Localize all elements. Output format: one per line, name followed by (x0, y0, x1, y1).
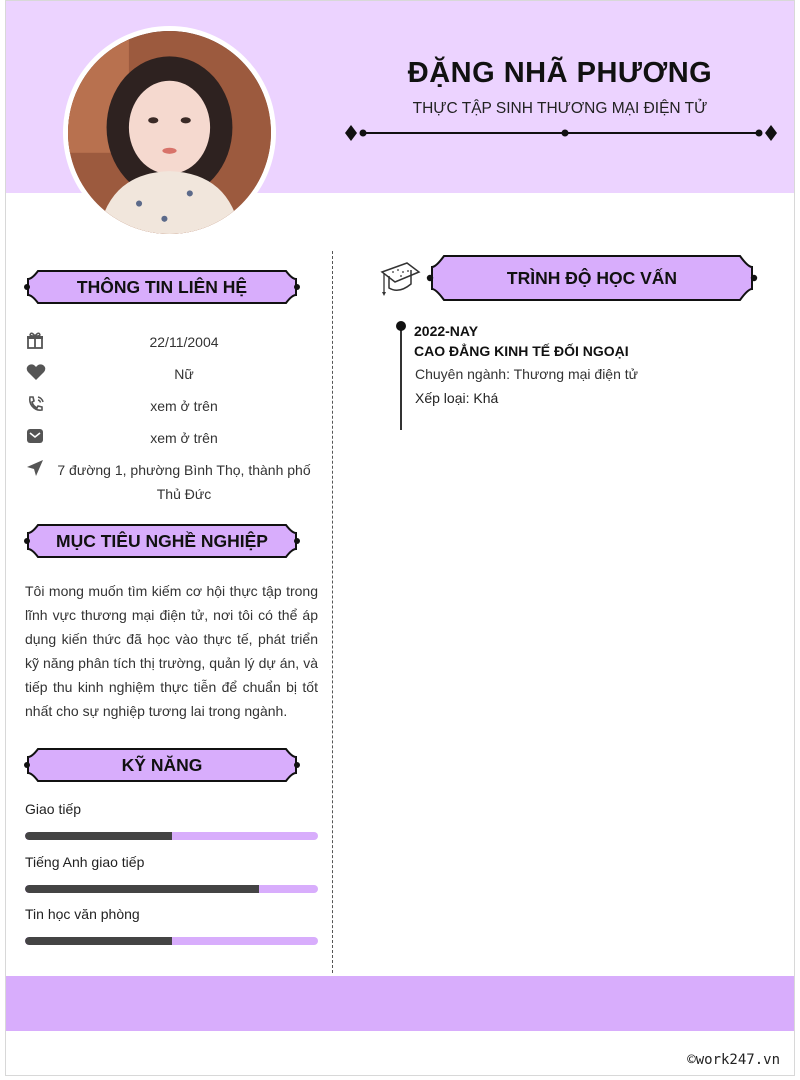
skills-section-heading (24, 747, 300, 783)
heart-icon (26, 362, 52, 382)
skill-bar (25, 885, 318, 893)
objective-section-title: MỤC TIÊU NGHỀ NGHIỆP (56, 530, 268, 551)
skills-section-title: KỸ NĂNG (121, 754, 203, 775)
education-school: CAO ĐẲNG KINH TẾ ĐỐI NGOẠI (414, 343, 629, 359)
contact-row-address (26, 458, 316, 506)
job-title: THỰC TẬP SINH THƯƠNG MẠI ĐIỆN TỬ (412, 100, 708, 117)
education-period: 2022-NAY (414, 323, 479, 339)
mail-icon (26, 426, 52, 446)
contact-section-heading (24, 269, 300, 305)
profile-photo-illustration (68, 31, 271, 234)
contact-address: 7 đường 1, phường Bình Thọ, thành phố Thủ Đức (57, 462, 311, 502)
graduation-cap-icon (379, 258, 421, 298)
objective-text: Tôi mong muốn tìm kiếm cơ hội thực tập trong lĩnh vực thương mại điện tử, nơi tôi có thể áp dụng kiến thức đã học vào thực tế, phát triển kỹ năng phân tích thị trường, quản lý dự án, và tiếp thu kinh nghiệm thực tiễn để chuẩn bị tốt nhất cho sự nghiệp tương lai trong ngành. (25, 583, 318, 719)
skill-item (25, 801, 318, 840)
skill-bar-fill (25, 832, 172, 840)
skill-item (25, 906, 318, 945)
skill-name: Tiếng Anh giao tiếp (25, 854, 145, 870)
location-arrow-icon (26, 458, 52, 478)
contact-row-birthday (26, 330, 316, 354)
watermark: ©work247.vn (687, 1052, 780, 1068)
skill-item (25, 854, 318, 893)
skill-name: Tin học văn phòng (25, 906, 140, 922)
contact-email: xem ở trên (150, 430, 218, 446)
column-divider (332, 251, 333, 973)
timeline-dot (396, 321, 406, 331)
avatar (63, 26, 276, 239)
phone-icon (26, 394, 52, 414)
skill-name: Giao tiếp (25, 801, 82, 817)
contact-phone: xem ở trên (150, 398, 218, 414)
skill-bar (25, 937, 318, 945)
gift-icon (26, 330, 52, 350)
contact-gender: Nữ (174, 366, 194, 382)
objective-section-heading (24, 523, 300, 559)
education-grade: Xếp loại: Khá (415, 390, 499, 406)
contact-row-email (26, 426, 316, 450)
skill-bar-fill (25, 937, 172, 945)
skill-bar-fill (25, 885, 259, 893)
education-major: Chuyên ngành: Thương mại điện tử (415, 366, 639, 382)
profile-photo (68, 31, 271, 234)
contact-row-phone (26, 394, 316, 418)
contact-row-gender (26, 362, 316, 386)
footer-band (6, 976, 794, 1031)
education-section-heading (426, 254, 758, 302)
skill-bar (25, 832, 318, 840)
timeline-line (400, 323, 402, 430)
contact-section-title: THÔNG TIN LIÊN HỆ (76, 276, 248, 297)
decorative-divider (341, 123, 781, 143)
full-name: ĐẶNG NHÃ PHƯƠNG (407, 57, 713, 89)
education-section-title: TRÌNH ĐỘ HỌC VẤN (506, 267, 678, 288)
contact-birthday: 22/11/2004 (149, 334, 219, 350)
cv-page (5, 0, 795, 1076)
